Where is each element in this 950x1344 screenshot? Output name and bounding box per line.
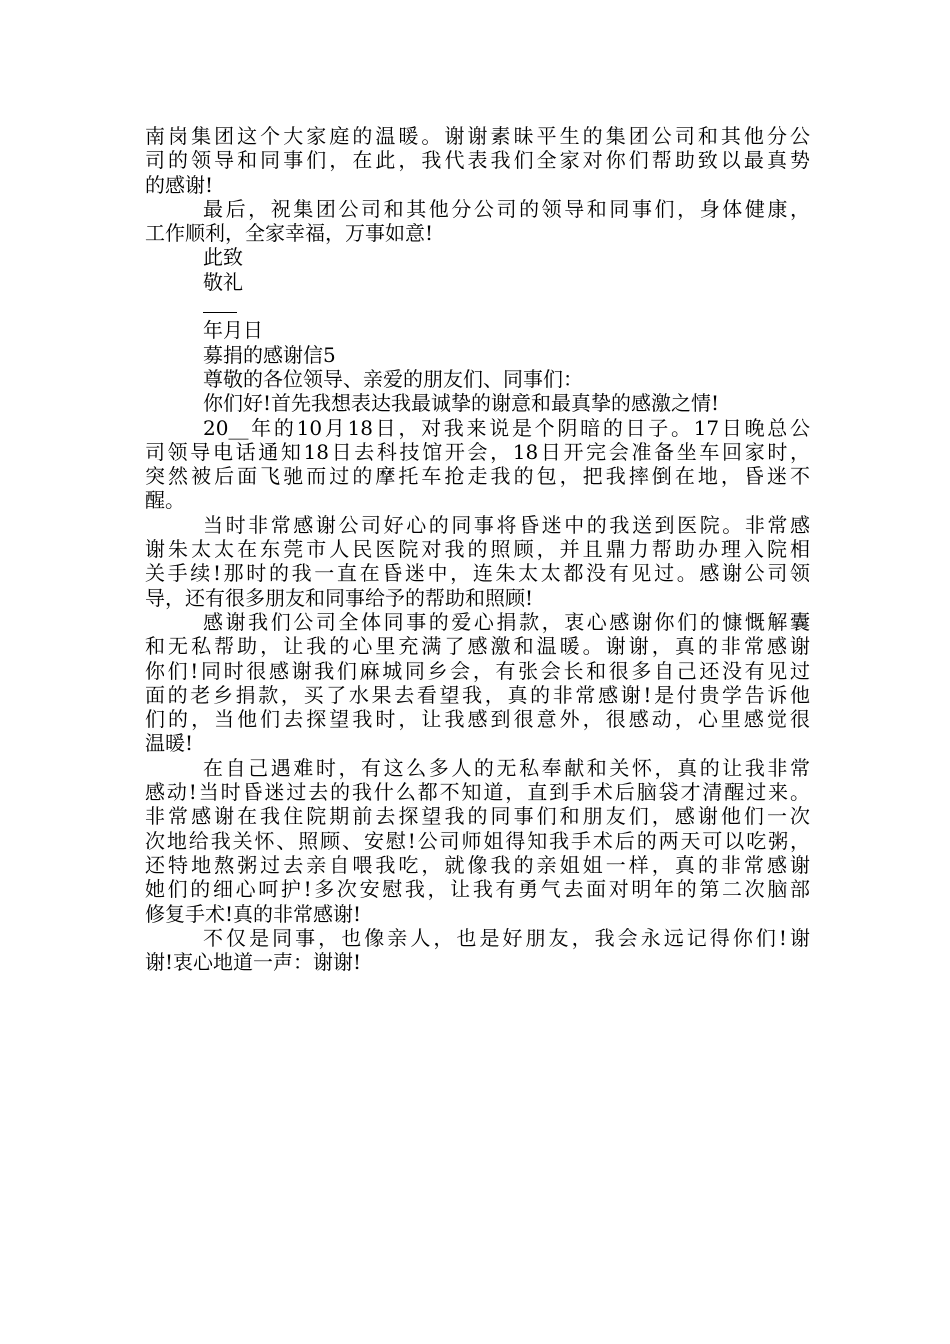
text-line: 20__年的10月18日，对我来说是个阴暗的日子。17日晚总公 [203,415,810,440]
text-line: 次地给我关怀、照顾、安慰!公司师姐得知我手术后的两天可以吃粥， [145,828,810,853]
text-line: 当时非常感谢公司好心的同事将昏迷中的我送到医院。非常感 [203,512,810,537]
text-line: 尊敬的各位领导、亲爱的朋友们、同事们： [203,366,583,391]
text-line: 感谢我们公司全体同事的爱心捐款，衷心感谢你们的慷慨解囊 [203,609,810,634]
text-line: 修复手术!真的非常感谢! [145,901,362,926]
text-line: 司的领导和同事们，在此，我代表我们全家对你们帮助致以最真势 [145,148,810,173]
text-line: 突然被后面飞驰而过的摩托车抢走我的包，把我摔倒在地，昏迷不 [145,464,810,489]
text-line: 年月日 [203,318,263,343]
signature-blank-line [145,294,810,318]
text-line: 募捐的感谢信5 [203,342,336,367]
text-line: 导，还有很多朋友和同事给予的帮助和照顾! [145,585,534,610]
text-line: 还特地熬粥过去亲自喂我吃，就像我的亲姐姐一样，真的非常感谢 [145,852,810,877]
text-line: 谢朱太太在东莞市人民医院对我的照顾，并且鼎力帮助办理入院相 [145,537,810,562]
text-line: 的感谢! [145,172,214,197]
text-line: 们的，当他们去探望我时，让我感到很意外，很感动，心里感觉很 [145,707,810,732]
text-line: 南岗集团这个大家庭的温暖。谢谢素昧平生的集团公司和其他分公 [145,124,810,148]
text-line: 你们!同时很感谢我们麻城同乡会，有张会长和很多自己还没有见过 [145,658,810,683]
text-line: 在自己遇难时，有这么多人的无私奉献和关怀，真的让我非常 [203,755,810,780]
text-line: 不仅是同事，也像亲人，也是好朋友，我会永远记得你们!谢 [203,925,810,950]
text-line: 感动!当时昏迷过去的我什么都不知道，直到手术后脑袋才清醒过来。 [145,780,810,805]
text-line: 醒。 [145,488,185,513]
text-line: 谢!衷心地道一声：谢谢! [145,950,362,975]
text-line: 工作顺利，全家幸福，万事如意! [145,221,434,246]
text-line: 此致 [203,245,243,270]
text-line: 和无私帮助，让我的心里充满了感激和温暖。谢谢，真的非常感谢 [145,634,810,659]
text-line: 敬礼 [203,269,243,294]
text-line: 温暖! [145,731,194,756]
underline-blank [203,298,237,313]
text-line: 她们的细心呵护!多次安慰我，让我有勇气去面对明年的第二次脑部 [145,877,810,902]
text-line: 最后，祝集团公司和其他分公司的领导和同事们，身体健康， [203,196,810,221]
text-line: 面的老乡捐款，买了水果去看望我，真的非常感谢!是付贵学告诉他 [145,682,810,707]
text-line: 司领导电话通知18日去科技馆开会，18日开完会准备坐车回家时， [145,439,810,464]
document-body [145,124,810,974]
text-line: 非常感谢在我住院期前去探望我的同事们和朋友们，感谢他们一次 [145,804,810,829]
text-line: 你们好!首先我想表达我最诚挚的谢意和最真挚的感激之情! [203,391,720,416]
text-line: 关手续!那时的我一直在昏迷中，连朱太太都没有见过。感谢公司领 [145,561,810,586]
